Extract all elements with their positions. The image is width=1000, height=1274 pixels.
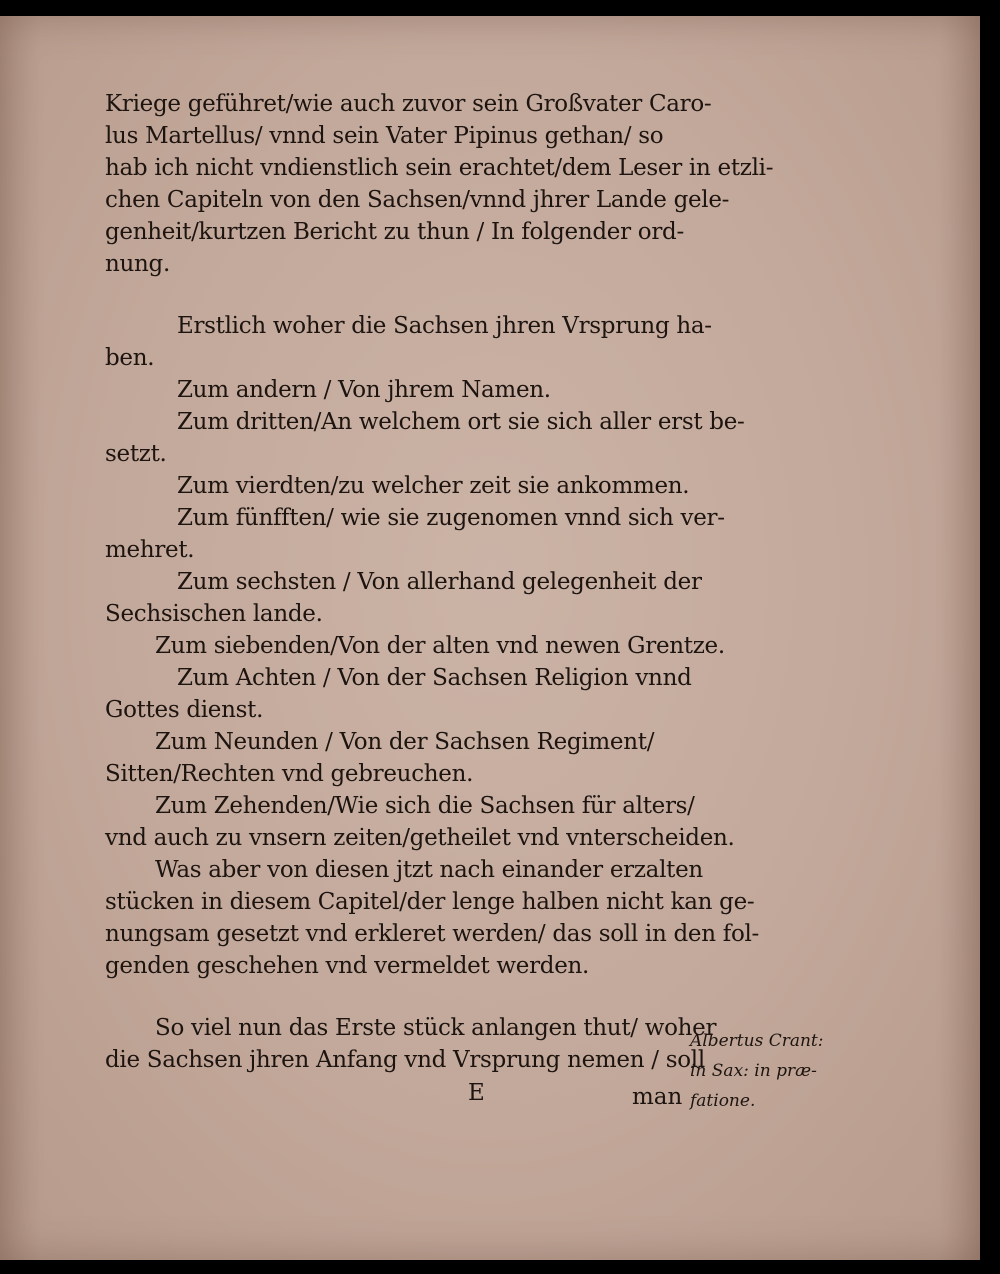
text-line: genden geschehen vnd vermeldet werden. bbox=[105, 953, 590, 979]
list-item: Zum dritten/An welchem ort sie sich aller erst be- bbox=[177, 409, 745, 435]
list-item-continuation: vnd auch zu vnsern zeiten/getheilet vnd vnterscheiden. bbox=[105, 825, 735, 851]
text-line: Kriege geführet/wie auch zuvor sein Großvater Caro- bbox=[105, 91, 712, 117]
list-item: Zum Neunden / Von der Sachsen Regiment/ bbox=[155, 729, 655, 755]
text-line: Was aber von diesen jtzt nach einander erzalten bbox=[155, 857, 703, 883]
text-line: stücken in diesem Capitel/der lenge halben nicht kan ge- bbox=[105, 889, 755, 915]
text-line: So viel nun das Erste stück anlangen thut/ woher bbox=[155, 1015, 717, 1041]
margin-note-line: fatione. bbox=[690, 1091, 756, 1111]
margin-note-line: Albertus Crant: bbox=[690, 1031, 824, 1051]
text-line: die Sachsen jhren Anfang vnd Vrsprung nemen / soll bbox=[105, 1047, 705, 1073]
list-item-continuation: Gottes dienst. bbox=[105, 697, 264, 723]
list-item: Zum fünfften/ wie sie zugenomen vnnd sich ver- bbox=[177, 505, 725, 531]
text-line: lus Martellus/ vnnd sein Vater Pipinus gethan/ so bbox=[105, 123, 664, 149]
list-item: Zum andern / Von jhrem Namen. bbox=[177, 377, 551, 403]
text-line: hab ich nicht vndienstlich sein erachtet/dem Leser in etzli- bbox=[105, 155, 774, 181]
list-item-continuation: mehret. bbox=[105, 537, 195, 563]
text-line: nungsam gesetzt vnd erkleret werden/ das soll in den fol- bbox=[105, 921, 760, 947]
catchword: man bbox=[632, 1084, 683, 1110]
list-item: Zum Achten / Von der Sachsen Religion vnnd bbox=[177, 665, 692, 691]
list-item: Zum sechsten / Von allerhand gelegenheit der bbox=[177, 569, 702, 595]
signature-mark: E bbox=[468, 1080, 485, 1106]
text-line: chen Capiteln von den Sachsen/vnnd jhrer Lande gele- bbox=[105, 187, 730, 213]
list-item-continuation: Sechsischen lande. bbox=[105, 601, 323, 627]
margin-note-line: in Sax: in præ- bbox=[690, 1061, 817, 1081]
list-item-continuation: ben. bbox=[105, 345, 155, 371]
text-line: nung. bbox=[105, 251, 170, 277]
list-item: Zum Zehenden/Wie sich die Sachsen für alters/ bbox=[155, 793, 695, 819]
list-item: Zum siebenden/Von der alten vnd newen Grentze. bbox=[155, 633, 725, 659]
text-line: genheit/kurtzen Bericht zu thun / In folgender ord- bbox=[105, 219, 684, 245]
list-item: Erstlich woher die Sachsen jhren Vrsprung ha- bbox=[177, 313, 712, 339]
book-page bbox=[0, 16, 980, 1260]
list-item: Zum vierdten/zu welcher zeit sie ankommen. bbox=[177, 473, 690, 499]
list-item-continuation: Sitten/Rechten vnd gebreuchen. bbox=[105, 761, 474, 787]
page-footer bbox=[0, 1080, 980, 1112]
list-item-continuation: setzt. bbox=[105, 441, 167, 467]
